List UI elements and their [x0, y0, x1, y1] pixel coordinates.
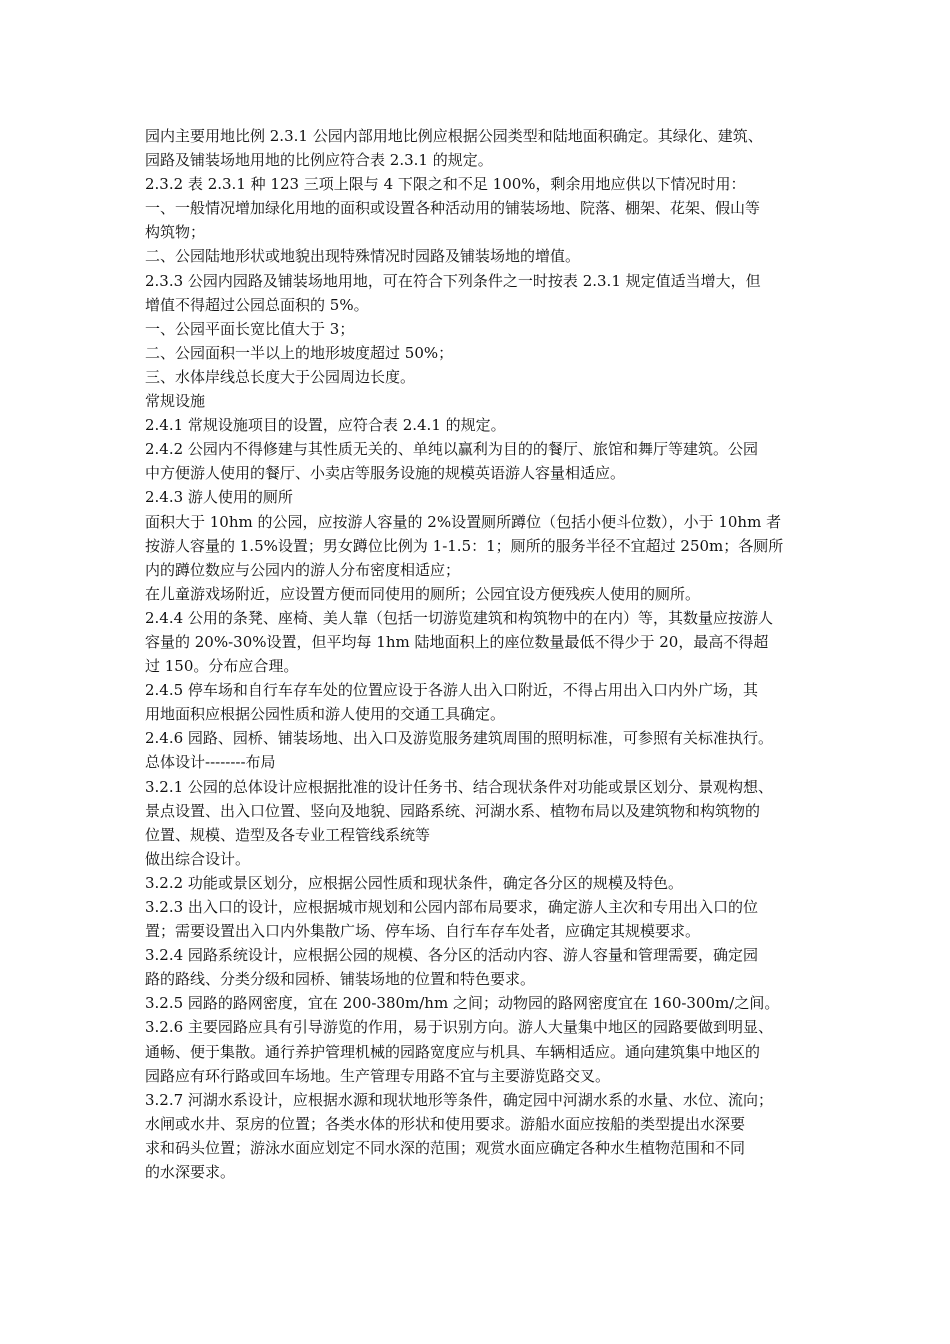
text-line: 2.4.2 公园内不得修建与其性质无关的、单纯以赢利为目的的餐厅、旅馆和舞厅等建筑。公园 — [145, 440, 758, 459]
text-line: 容量的 20%-30%设置，但平均每 1hm 陆地面积上的座位数量最低不得少于 20，最高不得超 — [145, 632, 769, 651]
text-line: 3.2.5 园路的路网密度，宜在 200-380m/hm 之间；动物园的路网密度宜在 160-300m/之间。 — [145, 994, 780, 1013]
text-line: 2.4.5 停车场和自行车存车处的位置应设于各游人出入口附近，不得占用出入口内外广场，其 — [145, 681, 758, 700]
text-line: 通畅、便于集散。通行养护管理机械的园路宽度应与机具、车辆相适应。通向建筑集中地区的 — [145, 1042, 761, 1061]
text-line: 2.4.4 公用的条凳、座椅、美人靠（包括一切游览建筑和构筑物中的在内）等，其数量应按游人 — [145, 608, 773, 627]
section-heading: 总体设计--------布局 — [145, 753, 276, 772]
text-line: 增值不得超过公园总面积的 5%。 — [145, 295, 369, 314]
text-line: 在儿童游戏场附近，应设置方便而同使用的厕所；公园宜设方便残疾人使用的厕所。 — [145, 584, 701, 603]
text-line: 按游人容量的 1.5%设置；男女蹲位比例为 1-1.5：1；厕所的服务半径不宜超过 250m；各厕所 — [145, 536, 784, 555]
text-line: 一、一般情况增加绿化用地的面积或设置各种活动用的铺装场地、院落、棚架、花架、假山等 — [145, 199, 761, 218]
text-line: 中方便游人使用的餐厅、小卖店等服务设施的规模英语游人容量相适应。 — [145, 464, 626, 483]
text-line: 3.2.2 功能或景区划分，应根据公园性质和现状条件，确定各分区的规模及特色。 — [145, 873, 683, 892]
text-line: 3.2.6 主要园路应具有引导游览的作用，易于识别方向。游人大量集中地区的园路要做到明显、 — [145, 1018, 773, 1037]
text-line: 2.3.2 表 2.3.1 种 123 三项上限与 4 下限之和不足 100%，剩余用地应供以下情况时用： — [145, 175, 746, 194]
text-line: 位置、规模、造型及各专业工程管线系统等 — [145, 825, 431, 844]
text-line: 求和码头位置；游泳水面应划定不同水深的范围；观赏水面应确定各种水生植物范围和不同 — [145, 1138, 746, 1157]
text-line: 做出综合设计。 — [145, 849, 251, 868]
text-line: 一、公园平面长宽比值大于 3； — [145, 319, 355, 338]
text-line: 面积大于 10hm 的公园，应按游人容量的 2%设置厕所蹲位（包括小便斗位数），小于 10hm 者 — [145, 512, 782, 531]
text-line: 3.2.3 出入口的设计，应根据城市规划和公园内部布局要求，确定游人主次和专用出入口的位 — [145, 898, 758, 916]
text-line: 3.2.1 公园的总体设计应根据批准的设计任务书、结合现状条件对功能或景区划分、景观构想、 — [145, 777, 773, 796]
document-body — [145, 124, 815, 1184]
text-line: 水闸或水井、泵房的位置；各类水体的形状和使用要求。游船水面应按船的类型提出水深要 — [145, 1114, 746, 1133]
text-line: 置；需要设置出入口内外集散广场、停车场、自行车存车处者，应确定其规模要求。 — [145, 922, 701, 941]
text-line: 三、水体岸线总长度大于公园周边长度。 — [145, 367, 416, 386]
text-line: 2.4.3 游人使用的厕所 — [145, 488, 293, 507]
text-line: 园内主要用地比例 2.3.1 公园内部用地比例应根据公园类型和陆地面积确定。其绿化、建筑、 — [145, 127, 763, 145]
text-line: 2.4.6 园路、园桥、铺装场地、出入口及游览服务建筑周围的照明标准，可参照有关标准执行。 — [145, 729, 773, 748]
text-line: 过 150。分布应合理。 — [145, 657, 299, 676]
text-line: 用地面积应根据公园性质和游人使用的交通工具确定。 — [145, 705, 506, 724]
text-line: 2.4.1 常规设施项目的设置，应符合表 2.4.1 的规定。 — [145, 416, 506, 435]
text-line: 的水深要求。 — [145, 1163, 236, 1182]
text-line: 3.2.4 园路系统设计，应根据公园的规模、各分区的活动内容、游人容量和管理需要，确定园 — [145, 946, 758, 965]
text-line: 构筑物； — [145, 223, 206, 242]
text-line: 园路及铺装场地用地的比例应符合表 2.3.1 的规定。 — [145, 151, 493, 170]
text-line: 景点设置、出入口位置、竖向及地貌、园路系统、河湖水系、植物布局以及建筑物和构筑物的 — [145, 801, 761, 820]
text-line: 二、公园面积一半以上的地形坡度超过 50%； — [145, 343, 454, 362]
text-line: 内的蹲位数应与公园内的游人分布密度相适应； — [145, 560, 461, 579]
text-line: 二、公园陆地形状或地貌出现特殊情况时园路及铺装场地的增值。 — [145, 247, 581, 266]
text-line: 2.3.3 公园内园路及铺装场地用地，可在符合下列条件之一时按表 2.3.1 规定值适当增大，但 — [145, 271, 761, 290]
text-line: 路的路线、分类分级和园桥、铺装场地的位置和特色要求。 — [145, 970, 536, 989]
text-line: 园路应有环行路或回车场地。生产管理专用路不宜与主要游览路交叉。 — [145, 1066, 611, 1085]
section-heading: 常规设施 — [145, 392, 206, 411]
text-line: 3.2.7 河湖水系设计，应根据水源和现状地形等条件，确定园中河湖水系的水量、水位、流向； — [145, 1090, 773, 1109]
